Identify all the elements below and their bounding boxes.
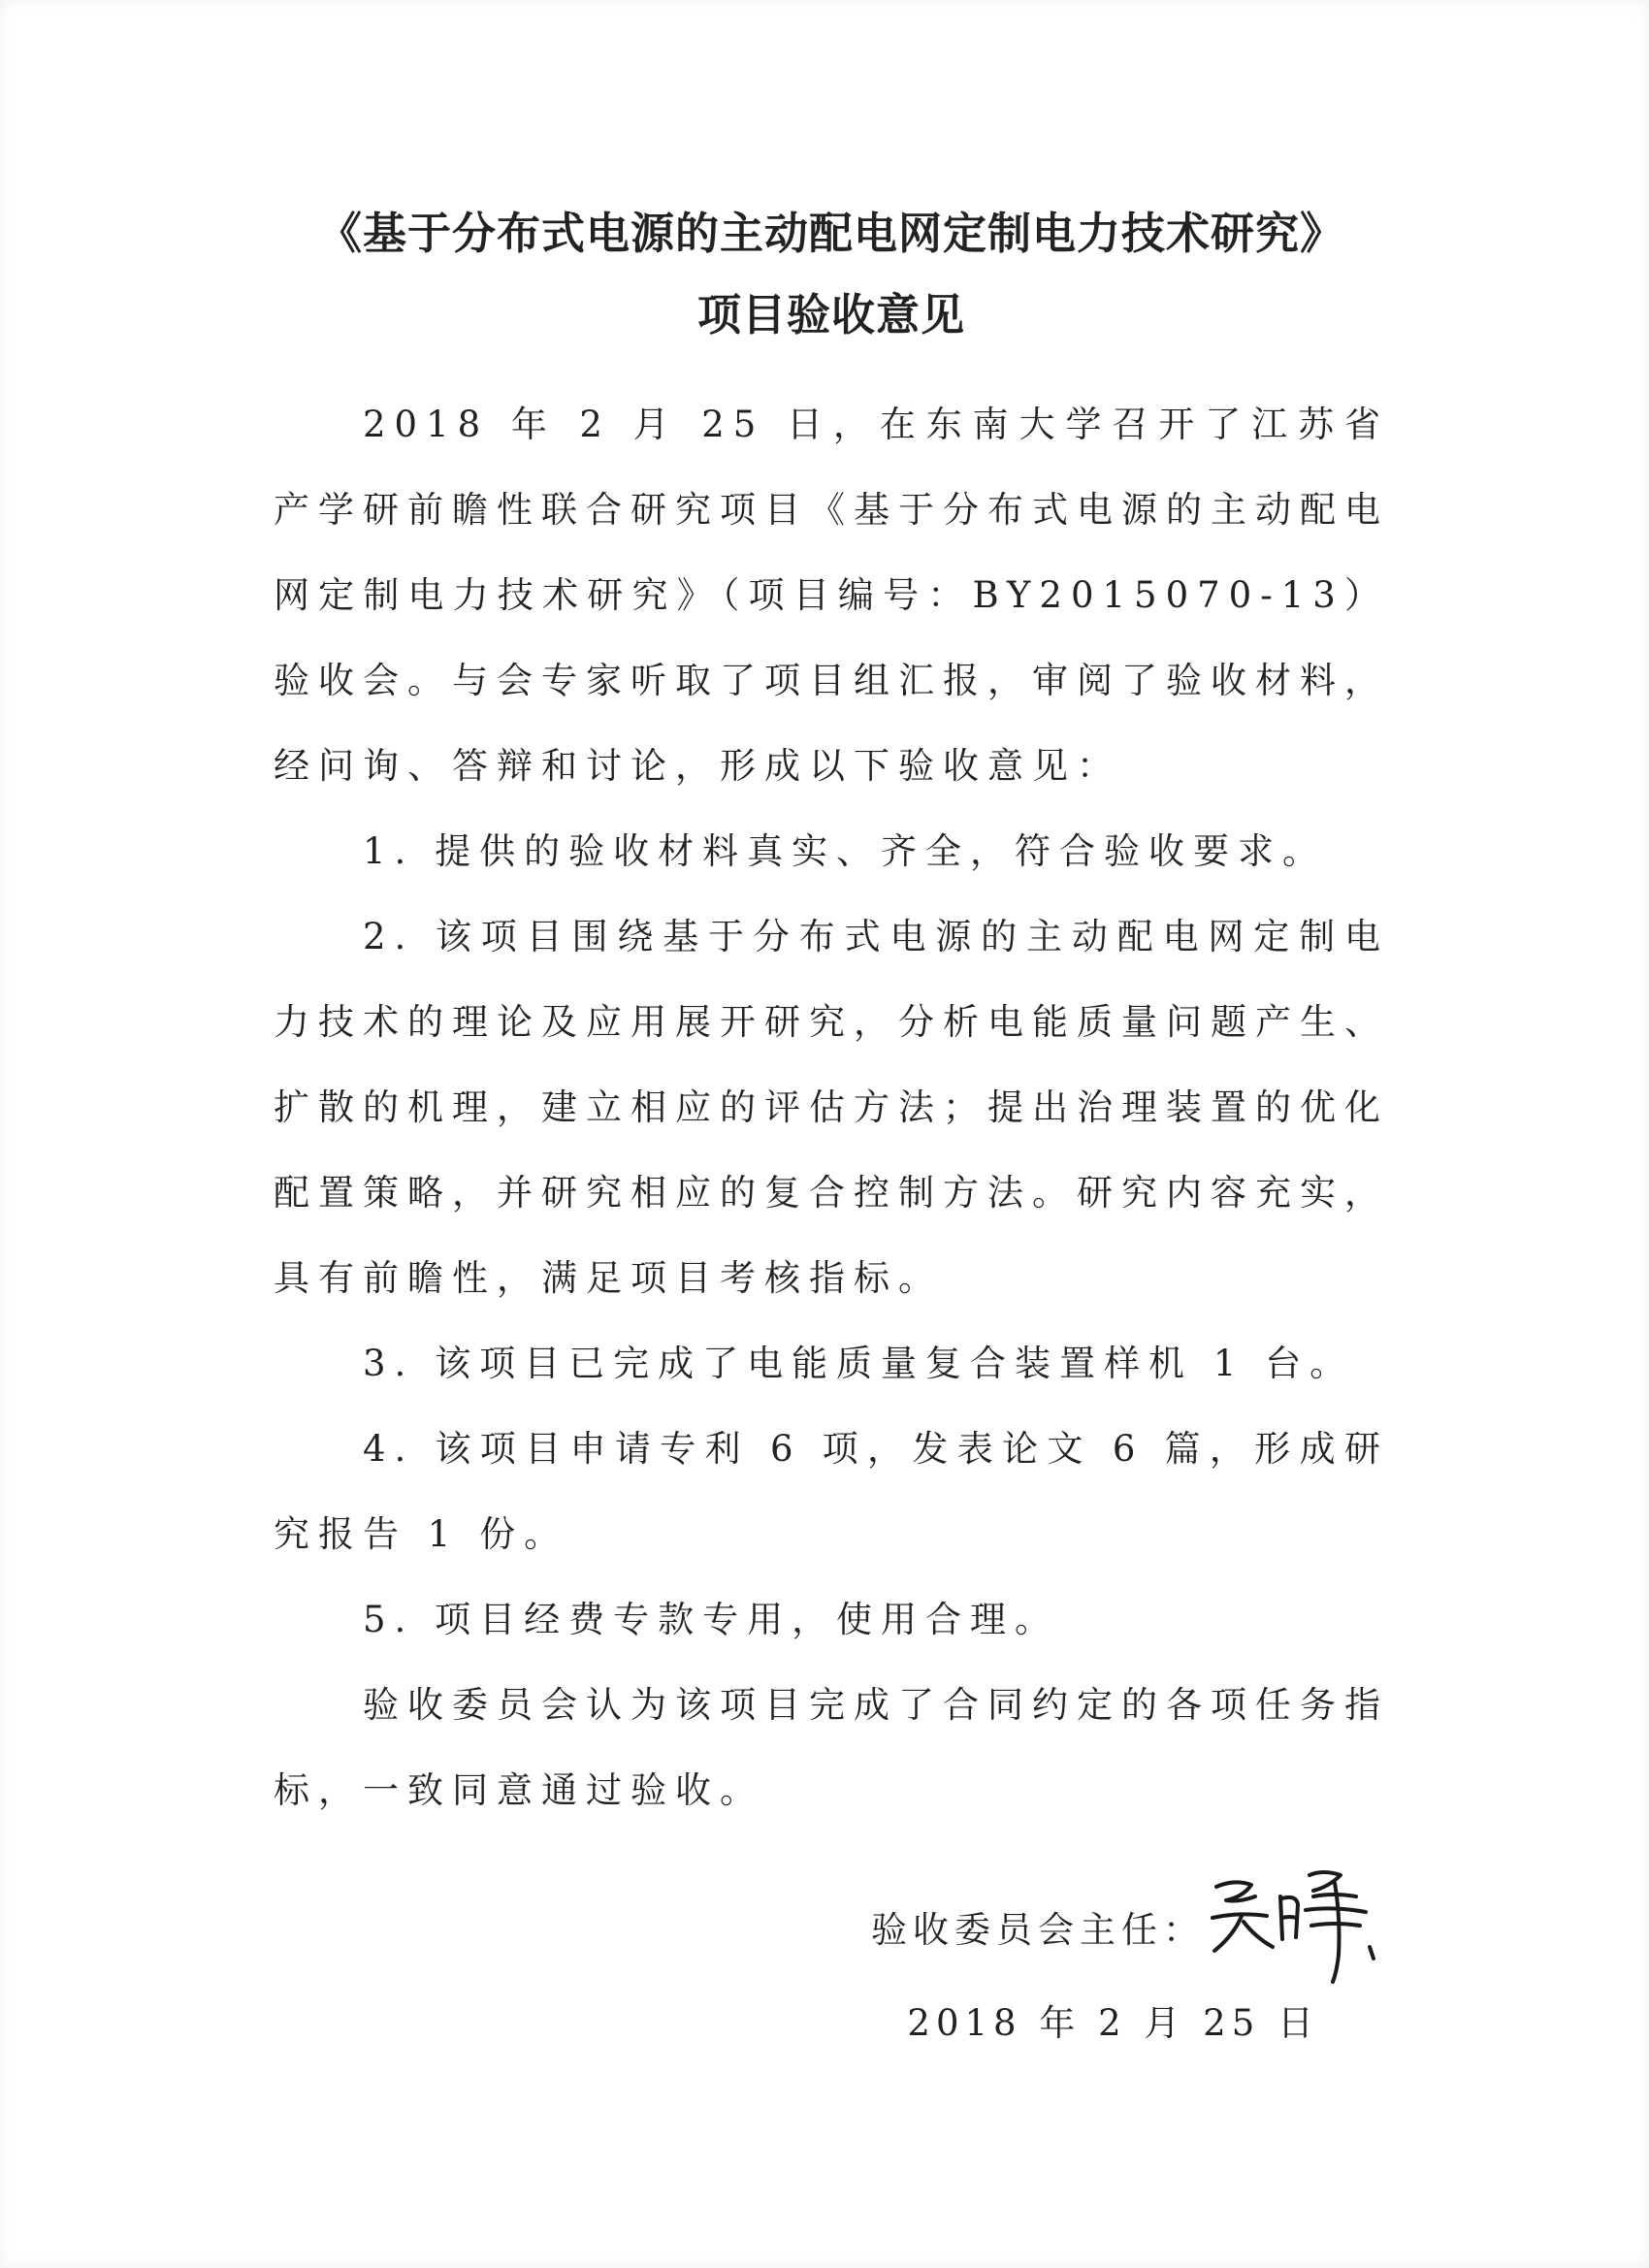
opinion-item-2: 2. 该项目围绕基于分布式电源的主动配电网定制电力技术的理论及应用展开研究，分析电能质量问题产生、扩散的机理，建立相应的评估方法；提出治理装置的优化配置策略，并研究相应的复合控制方法。研究内容充实，具有前瞻性，满足项目考核指标。	[274, 916, 1389, 1299]
handwritten-signature	[1205, 1858, 1389, 1984]
intro-paragraph: 2018 年 2 月 25 日，在东南大学召开了江苏省产学研前瞻性联合研究项目《基于分布式电源的主动配电网定制电力技术研究》（项目编号：BY2015070-13）验收会。与会专家听取了项目组汇报，审阅了验收材料，经问询、答辩和讨论，形成以下验收意见：	[274, 404, 1389, 787]
signature-row	[871, 1877, 1389, 1984]
document-page	[274, 204, 1389, 1833]
signature-date: 2018 年 2 月 25 日	[907, 2002, 1319, 2044]
signature-label: 验收委员会主任：	[871, 1909, 1205, 1951]
signature-block	[871, 1877, 1389, 2057]
opinion-item-3: 3. 该项目已完成了电能质量复合装置样机 1 台。	[363, 1343, 1355, 1384]
document-title: 《基于分布式电源的主动配电网定制电力技术研究》	[317, 208, 1344, 259]
opinion-item-5: 5. 项目经费专款专用，使用合理。	[363, 1599, 1060, 1640]
conclusion-paragraph: 验收委员会认为该项目完成了合同约定的各项任务指标，一致同意通过验收。	[274, 1684, 1389, 1811]
opinion-item-1: 1. 提供的验收材料真实、齐全，符合验收要求。	[363, 830, 1328, 872]
document-subtitle: 项目验收意见	[696, 289, 965, 340]
opinion-item-4: 4. 该项目申请专利 6 项，发表论文 6 篇，形成研究报告 1 份。	[274, 1428, 1389, 1555]
